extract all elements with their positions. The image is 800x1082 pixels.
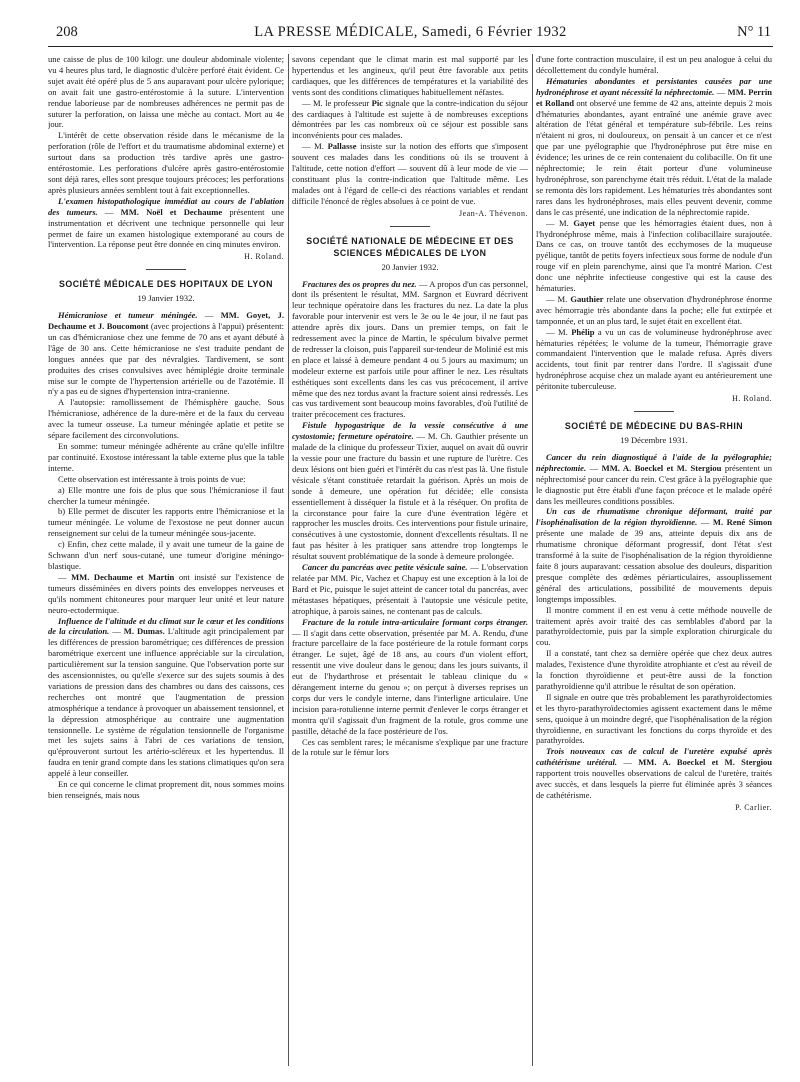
signature: H. Roland. [732,394,772,404]
paragraph: A l'autopsie: ramollissement de l'hémisphère gauche. Sous l'hémicraniose, adhérence de la dure-mère et de la faux du cerveau avec la tumeur osseuse. La tumeur méningée aplatie et petite se sépare facilement des circonvolutions. [48,397,284,441]
column-left [48,54,284,1066]
paragraph: Un cas de rhumatisme chronique déformant, traité par l'isophénalisation de la région thyroïdienne. — M. René Simon présente une malade de 39 ans, atteinte depuis dix ans de rhumatisme chronique déformant progressif, dont l'état s'est transformé à la suite de l'isophénalisation de la région thyroïdienne faite 8 jours auparavant: cessation absolue des douleurs, disparition presque complète des œdèmes périarticulaires, assouplissement général des articulations, possibilité de mouvements depuis longtemps impossibles. [536,506,772,604]
authors: MM. A. Boeckel et M. Stergiou [601,462,722,473]
journal-page [48,20,773,1070]
paragraph-text: insiste sur la notion des efforts que s'imposent souvent ces malades dans les conditions où ils se trouvent à l'altitude, cette notion d'effort — souvent dû à leur mode de vie — constituant plus la contre-indication que l'altitude même. Les malades ont à l'égard de celle-ci des réactions variables et rendant difficile l'énoncé de règles absolues à ce point de vue. [292,141,528,206]
session-date: 19 Janvier 1932. [137,293,195,304]
author-name: Pic [371,97,384,108]
paragraph-text: signale que la contre-indication du séjour des cardiaques à l'altitude est sujette à de nombreuses exceptions démontrées par les cas nombreux où ce séjour est possible sans inconvénients pour ces malades. [292,97,528,141]
separator-rule [146,269,186,270]
communication-title: L'examen histopathologique immédiat au cours de l'ablation des tumeurs. [48,195,284,217]
paragraph-text: relate une observation d'hydronéphrose énorme avec hémorragie très abondante dans la poche; elle fut extirpée et tamponnée, et un an plus tard, le sujet était en excellent état. [536,293,772,326]
paragraph-text: pense que les hémorragies étaient dues, non à l'hydronéphrose même, mais à l'infection colibacillaire surajoutée. Dans ce cas, on trouve tantôt des ecchymoses de la muqueuse pyélique, tantôt de petits foyers infectieux sous forme de nodule d'un rouge vif en plein parenchyme, ainsi que l'a montré Marion. C'est donc une néphrite infectieuse congestive qui est la cause des hématuries. [536,217,772,294]
communication-title: Hémicraniose et tumeur méningée. [58,310,198,321]
paragraph [292,420,528,562]
paragraph: savons cependant que le climat marin est mal supporté par les hypertendus et les angineux, qu'il peut être favorable aux petits cardiaques, que les différences de températures et la variabilité des vents sont des conditions climatiques habituellement néfastes. [292,54,528,97]
communication-title: Un cas de rhumatisme chronique déformant, traité par l'isophénalisation de la région thyroïdienne. [536,506,772,528]
authors: M. Dumas. [123,626,165,637]
paragraph-text: rapportent trois nouvelles observations de calcul de l'uretère, traités avec succès, et dans lesquels la pierre fut éliminée après 3 séances de cathétérisme. [536,768,772,800]
authors: MM. A. Boeckel et M. Stergiou [638,757,772,768]
paragraph: Il a constaté, tant chez sa dernière opérée que chez deux autres malades, l'existence d'une thyroïdite atrophiante et c'est au réveil de la fonction thyroïdienne et peut-être aussi de la fonction parathyroïdienne qu'il attribue le résultat de son opération. [536,648,772,691]
society-heading: SOCIÉTÉ NATIONALE DE MÉDECINE ET DES SCIENCES MÉDICALES DE LYON [306,235,514,258]
paragraph: b) Elle permet de discuter les rapports entre l'hémicraniose et la tumeur méningée. Le volume de l'exostose ne peut donner aucun renseignement sur celui de la tumeur méningée sous-jacente. [48,506,284,539]
article-columns [48,54,773,1066]
paragraph-text: — M. Ch. Gauthier présente un malade de la clinique du professeur Tixier, auquel on avait dû ouvrir la vessie pour une fracture du bassin et une rupture de l'urètre. Ces deux lésions ont bien guéri et l'intérêt du cas n'est pas là. Une fistule vésicale s'étant constituée retardait la guérison. Après un mois de sonde à demeure, une opération fut décidée; elle consista essentiellement à disséquer la fistule et à la réséquer. On profita de la circonstance pour faire la cure d'une éventration légère et rapprocher les muscles droits. Ces interventions pour fistule urinaire, consécutives à une cystostomie, donnent d'excellents résultats. Il ne faut pas hésiter à les pratiquer sans attendre trop longtemps le résultat souvent problématique de la sonde à demeure prolongée. [292,431,528,562]
communication-title: Trois nouveaux cas de calcul de l'uretère expulsé après cathétérisme urétéral. [536,746,772,768]
paragraph-text: — Il s'agit dans cette observation, présentée par M. A. Rendu, d'une fracture parcellaire de la face postérieure de la rotule formant corps étranger. Le sujet, âgé de 18 ans, au cours d'un violent effort, ressentit une vive douleur dans le genou; dans les jours suivants, il eut de l'hydarthrose et présentait le tableau clinique du « dérangement interne du genou »; on perçut à diverses reprises un corps dur vers le condyle interne, dans l'interligne articulaire. Une incision para-rotulienne interne permit d'enlever le corps étranger et montra qu'il s'agissait d'un fragment de la rotule, gros comme une pastille, détaché de la face postérieure de l'os. [292,627,528,736]
page-number: 208 [56,24,78,40]
paragraph: Il montre comment il en est venu à cette méthode nouvelle de traitement après avoir traité des cas semblables d'abord par la parathyroïdectomie, puis par la simple exploration chirurgicale du cou. [536,604,772,648]
journal-title: LA PRESSE MÉDICALE, Samedi, 6 Février 1932 [254,24,567,40]
society-heading: SOCIÉTÉ MÉDICALE DES HOPITAUX DE LYON [58,279,273,290]
paragraph: Hématuries abondantes et persistantes causées par une hydronéphrose et ayant nécessité la néphrectomie. — MM. Perrin et Rolland ont observé une femme de 42 ans, atteinte depuis 2 mois d'hématuries abondantes, ayant entraîné une anémie grave avec altération de l'état général et température sub-fébrile. Les reins n'étaient ni gros, ni douloureux, on pensait à un cancer et ce n'est que par une pyélographie que l'hydronéphrose put être mise en évidence; les urines de ce rein contenaient du colibacille. On fit une néphrectomie; le rein était porteur d'une volumineuse hydronéphrose, son parenchyme était très réduit. L'état de la malade se remonta dès lors rapidement. Les hématuries très abondantes sont rares dans les hydronéphroses, mais elles peuvent devenir, comme dans le cas présenté, une indication de la néphrectomie rapide. [536,75,772,217]
paragraph: — MM. Dechaume et Martin ont insisté sur l'existence de tumeurs disséminées en divers points des enveloppes nerveuses et qu'ils nomment chitoneures pour marquer leur unité et leur nature neuro-ectodermique. [48,571,284,615]
paragraph-text: présentent un néphrectomisé pour cancer du rein. C'est grâce à la pyélographie que le diagnostic put être établi d'une façon précoce et le malade opéré dans les meilleures conditions possibles. [536,462,772,506]
paragraph-text: présente une malade de 39 ans, atteinte depuis dix ans de rhumatisme chronique déformant progressif, dont l'état s'est transformé à la suite de l'isophénalisation de la région thyroïdienne faite 8 jours auparavant: cessation absolue des douleurs, disparition presque complète des œdèmes périarticulaires, assouplissement général des articulations, possibilité de mouvements depuis longtemps impossibles. [536,528,772,604]
paragraph: Ces cas semblent rares; le mécanisme s'explique par une fracture de la rotule sur le fémur lors [292,736,528,758]
column-middle [292,54,528,1066]
session-date: 20 Janvier 1932. [381,261,439,272]
paragraph: L'intérêt de cette observation réside dans le mécanisme de la perforation (rôle de l'effort et du traumatisme abdominal externe) et surtout dans sa production très tardive après une gastro-entérostomie. Les perforations d'ulcère après gastro-entérostomie sont déjà rares, elles sont presque toujours précoces; les perforations après plusieurs années semblent tout à fait exceptionnelles. [48,130,284,195]
issue-number: N° 11 [737,24,771,40]
paragraph: c) Enfin, chez cette malade, il y avait une tumeur de la gaine de Schwann d'un nerf sous-cutané, une tumeur d'origine méningo-blastique. [48,539,284,571]
communication-title: Influence de l'altitude et du climat sur le cœur et les conditions de la circulation. [48,615,284,637]
separator-rule [634,411,674,412]
paragraph: Influence de l'altitude et du climat sur le cœur et les conditions de la circulation. — M. Dumas. L'altitude agit principalement par les différences de pression barométrique; ces différences de pression barométrique exercent une influence appréciable sur la circulation, particulièrement sur la tension sanguine. Que l'observation porte sur des ascensionnistes, ou qu'elle s'exerce sur des sujets soumis à des variations de pression dans des chambres ou dans des caissons, ces recherches ont montré que l'augmentation de pression atmosphérique a tendance à provoquer un abaissement tensionnel, et la dépression atmosphérique au contraire une augmentation tensionnelle. Le système de régulation tensionnelle de l'organisme met les sujets sains à l'abri de ces variations de tension, qu'éprouveront surtout les artério-scléreux et les hypertendus. Il faudra en tenir grand compte dans les stations climatiques qu'on sera appelé à leur conseiller. [48,615,284,779]
signature: P. Carlier. [735,802,772,812]
paragraph: une caisse de plus de 100 kilogr. une douleur abdominale violente; vu 4 heures plus tard, le diagnostic d'ulcère perforé était évident. Ce sujet avait été opéré plus de 5 ans auparavant pour ulcère pylorique; on avait fait une gastro-entérostomie à la suture. L'intervention rendue laborieuse par de nombreuses adhérences ne permit pas de suturer la perforation, on laissa une mèche au contact. Mort au 4e jour. [48,54,284,130]
paragraph-text: présentent une instrumentation et décrivent une technique personnelle qui leur permet de faire un examen histologique extemporané au cours de l'intervention. La réponse peut être donnée en cinq minutes environ. [48,206,284,250]
signature: H. Roland. [244,252,284,262]
paragraph-text: a vu un cas de volumineuse hydronéphrose avec hématuries répétées; le volume de la tumeur, l'hémorragie grave commandaient l'intervention que le malade refusa. Après divers accidents, tout finit par rentrer dans l'ordre. Il s'agissait d'une hydronéphrose acquise chez un malade ayant eu antérieurement une péritonite tuberculeuse. [536,326,772,392]
society-heading: SOCIÉTÉ DE MÉDECINE DU BAS-RHIN [564,421,744,431]
paragraph: — M. Pallasse insiste sur la notion des efforts que s'imposent souvent ces malades dans les conditions où ils se trouvent à l'altitude, cette notion d'effort — souvent dû à leur mode de vie — constituant plus la contre-indication que l'altitude même. Les malades ont à l'égard de celle-ci des réactions variables et rendant difficile l'énoncé de règles absolues à ce point de vue. [292,141,528,206]
paragraph: d'une forte contraction musculaire, il est un peu analogue à celui du décollettement du condyle huméral. [536,54,772,75]
paragraph: Il signale en outre que très probablement les parathyroïdectomies et les thyro-parathyroïdectomies agissent exactement dans le même sens, quoique à un moindre degré, que l'isophénalisation de la région thyroïdienne, en suractivant les fonctions du corps thyroïde et des parathyroïdes. [536,691,772,746]
paragraph-text: L'altitude agit principalement par les différences de pression barométrique; ces différences de pression barométrique exercent une influence appréciable sur la circulation, particulièrement sur la tension sanguine. Que l'observation porte sur des ascensionnistes, ou qu'elle s'exerce sur des sujets soumis à des variations de pression dans des chambres ou dans des caissons, ces recherches ont montré que l'augmentation de pression atmosphérique a tendance à provoquer un abaissement tensionnel, et la dépression atmosphérique au contraire une augmentation tensionnelle. Le système de régulation tensionnelle de l'organisme met les sujets sains à l'abri de ces variations de tension, qu'éprouveront surtout les artério-scléreux et les hypertendus. Il faudra en tenir grand compte dans les stations climatiques qu'on sera appelé à leur conseiller. [48,626,284,779]
paragraph: — M. Gauthier relate une observation d'hydronéphrose énorme avec hémorragie très abondante dans la poche; elle fut extirpée et tamponnée, et un an plus tard, le sujet était en excellent état. [536,293,772,326]
communication-title: Fistule hypogastrique de la vessie consécutive à une cystostomie; fermeture opératoire. [292,420,528,442]
communication-title: Cancer du rein diagnostiqué à l'aide de la pyélographie; néphrectomie. [536,451,772,473]
paragraph: — M. le professeur Pic signale que la contre-indication du séjour des cardiaques à l'altitude est sujette à de nombreuses exceptions démontrées par les cas nombreux où ce séjour est possible sans inconvénients pour ces malades. [292,97,528,141]
paragraph [292,279,528,421]
authors: MM. Noël et Dechaume [120,206,223,217]
column-divider [532,54,533,1066]
paragraph: L'examen histopathologique immédiat au cours de l'ablation des tumeurs. — MM. Noël et Dechaume présentent une instrumentation et décrivent une technique personnelle qui leur permet de faire un examen histologique extemporané au cours de l'intervention. La réponse peut être donnée en cinq minutes environ. [48,195,284,250]
paragraph [292,562,528,617]
authors: MM. Dechaume et Martin [71,571,175,582]
column-divider [288,54,289,1066]
signature: Jean-A. Thévenon. [459,208,528,218]
session-date: 19 Décembre 1931. [620,435,688,445]
author-name: Gauthier [570,293,604,304]
communication-title: Fracture de la rotule intra-articulaire formant corps étranger. [302,616,528,627]
page-header [48,20,773,47]
author-name: Phélip [571,326,595,337]
authors: MM. Perrin et Rolland [536,86,772,108]
paragraph: En ce qui concerne le climat proprement dit, nous sommes moins bien renseignés, mais nous [48,779,284,800]
paragraph: a) Elle montre une fois de plus que sous l'hémicraniose il faut chercher la tumeur méningée. [48,484,284,506]
communication-title: Hématuries abondantes et persistantes causées par une hydronéphrose et ayant nécessité la néphrectomie. [536,75,772,97]
authors: MM. Goyet, J. Dechaume et J. Boucomont [48,310,284,332]
authors: M. René Simon [712,517,772,528]
paragraph-text: (avec projections à l'appui) présentent: un cas d'hémicraniose chez une femme de 70 ans et ayant débuté à l'âge de 30 ans. Cette hémicraniose ne s'est traduite pendant de longues années que par des névralgies. Tardivement, se sont produites des crises convulsives avec hémiplégie droite terminale mise sur le compte de l'hypertension artérielle ou de l'azotémie. Il n'y a pas eu de signes d'hypertension intra-cranienne. [48,321,284,397]
paragraph: Cancer du rein diagnostiqué à l'aide de la pyélographie; néphrectomie. — MM. A. Boeckel et M. Stergiou présentent un néphrectomisé pour cancer du rein. C'est grâce à la pyélographie que le diagnostic put être établi d'une façon précoce et le malade opéré dans les meilleures conditions possibles. [536,451,772,506]
column-right [536,54,772,1066]
paragraph: En somme: tumeur méningée adhérente au crâne qu'elle infiltre par continuité. Exostose intéressant la table externe plus que la table interne. [48,441,284,473]
paragraph: Trois nouveaux cas de calcul de l'uretère expulsé après cathétérisme urétéral. — MM. A. Boeckel et M. Stergiou rapportent trois nouvelles observations de calcul de l'uretère, traités avec succès, et dans lesquels la pierre fut éliminée après 3 séances de cathétérisme. [536,746,772,800]
separator-rule [390,226,430,227]
paragraph-text: — A propos d'un cas personnel, dont ils présentent le résultat, MM. Sargnon et Euvrard décrivent leur technique opératoire dans les fractures du nez. La date la plus favorable pour intervenir est vers le 3e ou le 4e jour, il ne faut pas attendre après dix jours. Dans un premier temps, on fait le redressement avec la pince de Martin, le spéculum bivalve permet de redresser la cloison, puis l'appareil sur-tendeur de Molinié est mis en place et laissé à demeure pendant 4 ou 5 jours au maximum; un modeleur externe est parfois utile pour affiner le nez. Les résultats esthétiques sont excellents dans les cas vus précocement, il arrive même que des nez tordus avant la fracture soient ainsi redressés. Les cas vus tardivement sont beaucoup moins favorables, d'où l'utilité de traiter précocement ces fractures. [292,278,528,420]
paragraph [292,617,528,737]
paragraph-text: ont insisté sur l'existence de tumeurs disséminées en divers points des enveloppes nerveuses et qu'ils nomment chitoneures pour marquer leur unité et leur nature neuro-ectodermique. [48,571,284,615]
paragraph: — M. Phélip a vu un cas de volumineuse hydronéphrose avec hématuries répétées; le volume de la tumeur, l'hémorragie grave commandaient l'intervention que le malade refusa. Après divers accidents, tout finit par rentrer dans l'ordre. Il s'agissait d'une hydronéphrose acquise chez un malade ayant eu antérieurement une péritonite tuberculeuse. [536,326,772,392]
paragraph: Hémicraniose et tumeur méningée. — MM. Goyet, J. Dechaume et J. Boucomont (avec projections à l'appui) présentent: un cas d'hémicraniose chez une femme de 70 ans et ayant débuté à l'âge de 30 ans. Cette hémicraniose ne s'est traduite pendant de longues années que par des névralgies. Tardivement, se sont produites des crises convulsives avec hémiplégie droite terminale mise sur le compte de l'hypertension artérielle ou de l'azotémie. Il n'y a pas eu de signes d'hypertension intra-cranienne. [48,310,284,397]
paragraph: — M. Gayet pense que les hémorragies étaient dues, non à l'hydronéphrose même, mais à l'infection colibacillaire surajoutée. Dans ce cas, on trouve tantôt des ecchymoses de la muqueuse pyélique, tantôt de petits foyers infectieux sous forme de nodule d'un rouge vif en plein parenchyme, ainsi que l'a montré Marion. C'est donc une néphrite infectieuse congestive qui est la cause des hématuries. [536,217,772,294]
paragraph-text: — L'observation relatée par MM. Pic, Vachez et Chapuy est une exception à la loi de Bard et Pic, puisque le sujet atteint de cancer total du pancréas, avec métastases hépatiques, présentait à l'autopsie une vésicule petite, atrophique, à parois saines, ne contenant pas de calculs. [292,562,528,616]
communication-title: Fractures des os propres du nez. [302,278,417,289]
communication-title: Cancer du pancréas avec petite vésicule saine. [302,562,468,573]
author-name: Gayet [573,217,596,228]
paragraph: Cette observation est intéressante à trois points de vue: [58,473,246,484]
author-name: Pallasse [327,141,357,152]
paragraph-text: ont observé une femme de 42 ans, atteinte depuis 2 mois d'hématuries abondantes, ayant entraîné une anémie grave avec altération de l'état général et température sub-fébrile. Les reins n'étaient ni gros, ni douloureux, on pensait à un cancer et ce n'est que par une pyélographie que l'hydronéphrose put être mise en évidence; les urines de ce rein contenaient du colibacille. On fit une néphrectomie; le rein était porteur d'une volumineuse hydronéphrose, son parenchyme était très réduit. L'état de la malade se remonta dès lors rapidement. Les hématuries très abondantes sont rares dans les hydronéphroses, mais elles peuvent devenir, comme dans le cas présenté, une indication de la néphrectomie rapide. [536,97,772,217]
